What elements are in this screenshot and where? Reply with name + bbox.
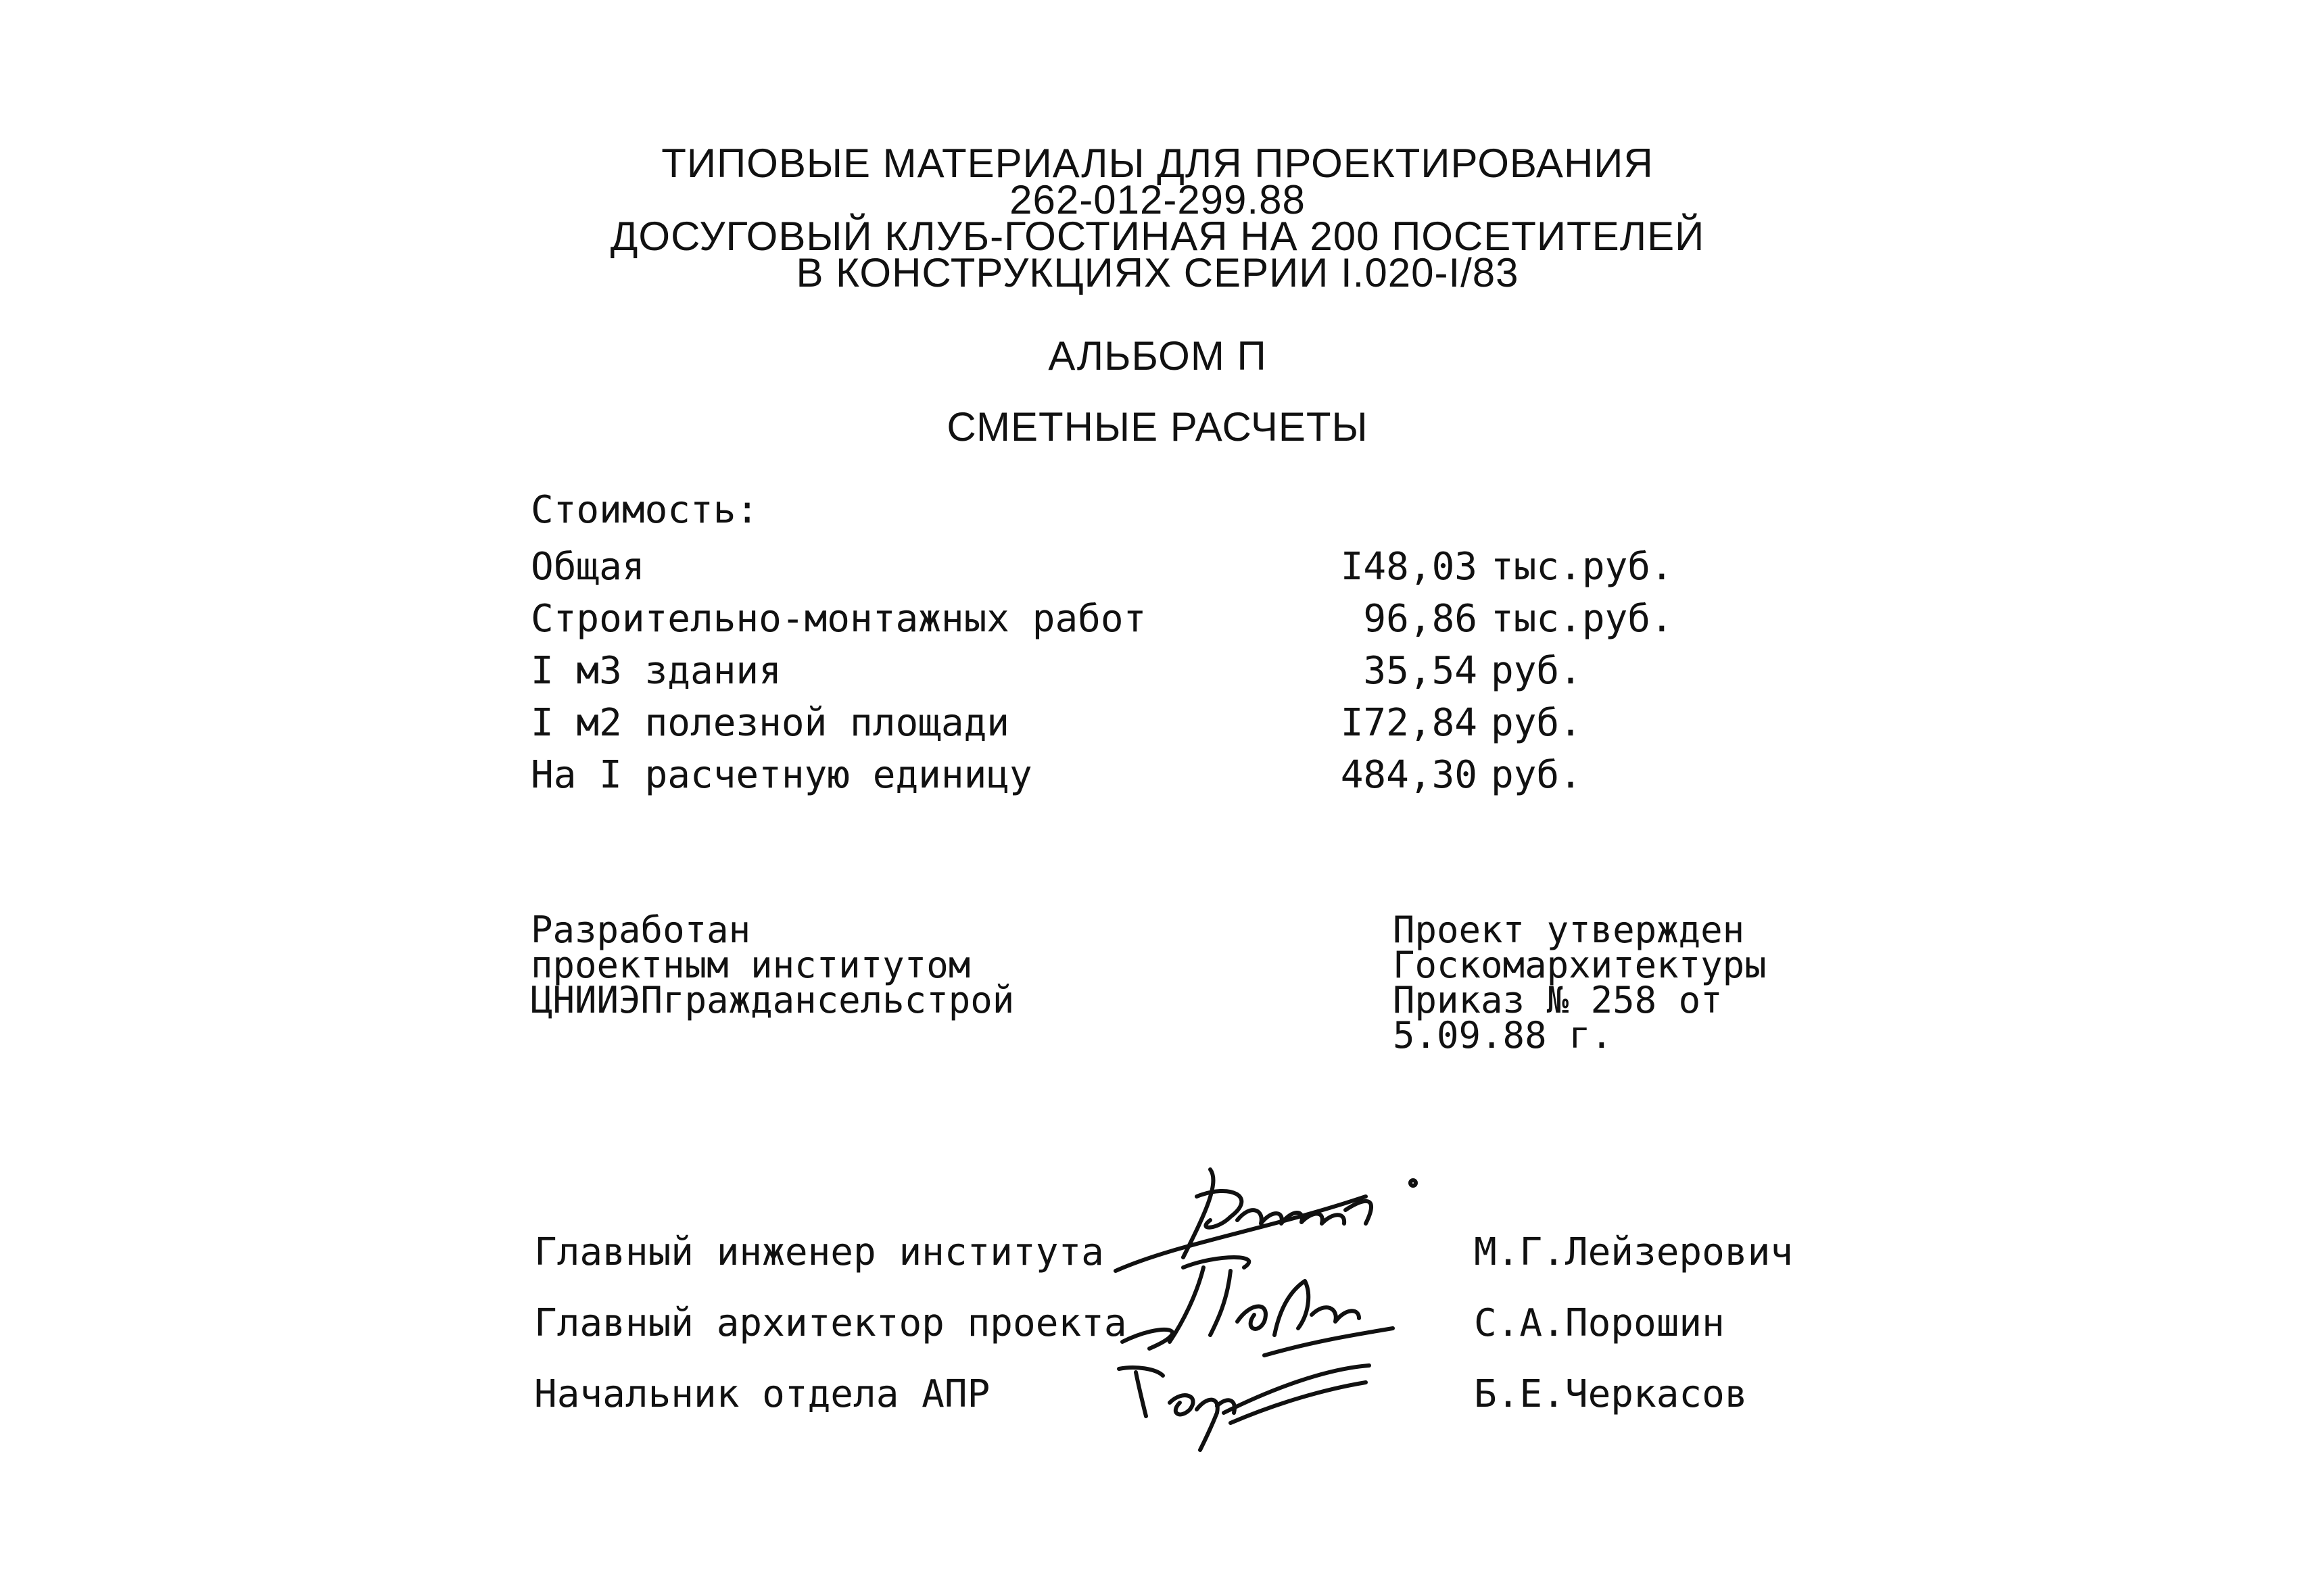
cost-label: На I расчетную единицу: [531, 753, 1032, 797]
developed-by-block: [531, 909, 1015, 1021]
cost-value: 35,54: [1363, 649, 1477, 693]
signature-role: Начальник отдела АПР: [534, 1372, 991, 1416]
cost-value: 484,30: [1340, 753, 1477, 797]
developed-line: проектным институтом: [531, 944, 971, 986]
cost-unit: тыс.руб.: [1491, 545, 1673, 589]
cost-label: I м3 здания: [531, 649, 782, 693]
cost-value: 96,86: [1363, 597, 1477, 641]
cost-unit: руб.: [1491, 753, 1582, 797]
developed-line: Разработан: [531, 909, 751, 951]
approval-line: Проект утвержден: [1393, 909, 1745, 951]
approval-line: 5.09.88 г.: [1393, 1014, 1613, 1057]
cost-value: I48,03: [1340, 545, 1477, 589]
cost-label: I м2 полезной площади: [531, 701, 1010, 745]
signature-department-head: [1109, 1349, 1379, 1457]
cost-label: Общая: [531, 545, 645, 589]
cost-unit: руб.: [1491, 701, 1582, 745]
document-header: [0, 141, 2315, 295]
signatory-name: С.А.Порошин: [1474, 1301, 1725, 1345]
approval-block: [1393, 909, 1767, 1057]
cost-heading: Стоимость:: [531, 488, 759, 532]
cost-value: I72,84: [1340, 701, 1477, 745]
approval-line: Приказ № 258 от: [1393, 979, 1723, 1021]
album-title: [0, 333, 2315, 379]
signature-role: Главный архитектор проекта: [534, 1301, 1127, 1345]
cost-unit: тыс.руб.: [1491, 597, 1673, 641]
cost-label: Строительно-монтажных работ: [531, 597, 1147, 641]
signature-chief-architect: [1109, 1240, 1406, 1362]
section-label: СМЕТНЫЕ РАСЧЕТЫ: [947, 404, 1368, 450]
developed-line: ЦНИИЭПграждансельстрой: [531, 979, 1015, 1021]
cost-unit: руб.: [1491, 649, 1582, 693]
header-title: ТИПОВЫЕ МАТЕРИАЛЫ ДЛЯ ПРОЕКТИРОВАНИЯ: [661, 141, 1654, 186]
signature-role: Главный инженер института: [534, 1230, 1104, 1274]
album-label: АЛЬБОМ П: [1048, 333, 1267, 379]
signatory-name: Б.Е.Черкасов: [1474, 1372, 1748, 1416]
approval-line: Госкомархитектуры: [1393, 944, 1767, 986]
header-series: В КОНСТРУКЦИЯХ СЕРИИ I.020-I/83: [796, 250, 1519, 295]
section-title: [0, 404, 2315, 450]
header-project-name: ДОСУГОВЫЙ КЛУБ-ГОСТИНАЯ НА 200 ПОСЕТИТЕЛЕЙ: [610, 214, 1705, 259]
signatory-name: М.Г.Лейзерович: [1474, 1230, 1794, 1274]
header-code: 262-012-299.88: [1009, 177, 1306, 222]
